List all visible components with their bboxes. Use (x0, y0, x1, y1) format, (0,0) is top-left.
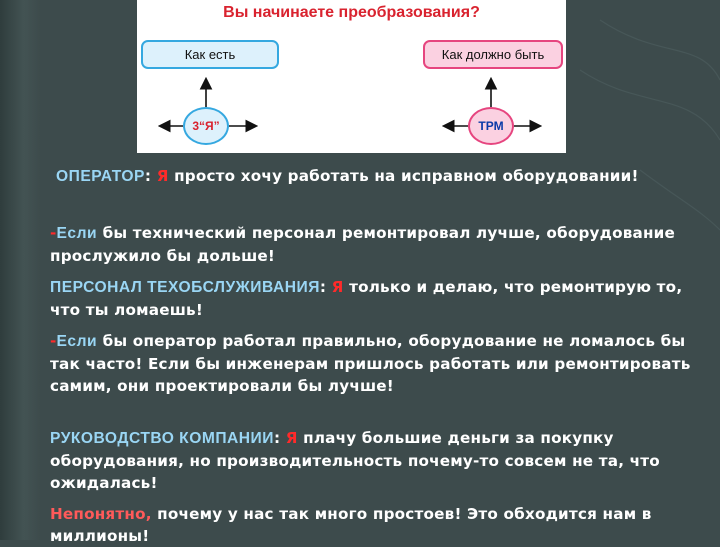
maintenance-reply-paragraph (50, 330, 700, 397)
trm-circle: ТРМ (468, 107, 514, 145)
operator-reply-paragraph (50, 222, 700, 267)
role-label-operator: ОПЕРАТОР (56, 168, 145, 185)
paragraph-text: плачу большие деньги за покупку оборудования, но производительность почему-то совсем не та, что ожидалась! (50, 429, 660, 492)
ya-word: Я (285, 429, 298, 447)
paragraph-text: почему у нас так много простоев! Это обходится нам в миллионы! (50, 505, 652, 545)
maintenance-paragraph (50, 276, 700, 321)
paragraph-text: только и делаю, что ремонтирую то, что ты ломаешь! (50, 278, 683, 319)
role-label-management: РУКОВОДСТВО КОМПАНИИ (50, 430, 274, 447)
management-paragraph (50, 427, 700, 494)
separator: : (144, 167, 157, 185)
dash-mark: - (50, 332, 57, 350)
paragraph-text: бы технический персонал ремонтировал лучше, оборудование прослужило бы дольше! (50, 224, 676, 265)
lead-word: Непонятно, (50, 505, 152, 523)
lead-word: Если (56, 333, 98, 350)
dash-mark: - (50, 224, 57, 242)
ya-word: Я (156, 167, 169, 185)
transformation-diagram (137, 0, 566, 153)
diagram-title: Вы начинаете преобразования? (223, 4, 480, 21)
self-circle: 3“Я” (183, 107, 229, 145)
lead-word: Если (56, 225, 98, 242)
role-label-maintenance: ПЕРСОНАЛ ТЕХОБСЛУЖИВАНИЯ (50, 279, 320, 296)
separator: : (319, 278, 332, 296)
paragraph-text: бы оператор работал правильно, оборудование не ломалось бы так часто! Если бы инженерам пришлось работать или ремонтировать самим, они проектировали бы лучше! (50, 332, 691, 395)
paragraph-text: просто хочу работать на исправном оборудовании! (168, 167, 639, 185)
ya-word: Я (331, 278, 344, 296)
separator: : (273, 429, 286, 447)
operator-paragraph (56, 165, 706, 188)
target-state-box: Как должно быть (423, 40, 563, 69)
left-decorative-strip (0, 0, 40, 540)
current-state-box: Как есть (141, 40, 279, 69)
conclusion-paragraph (50, 503, 700, 547)
